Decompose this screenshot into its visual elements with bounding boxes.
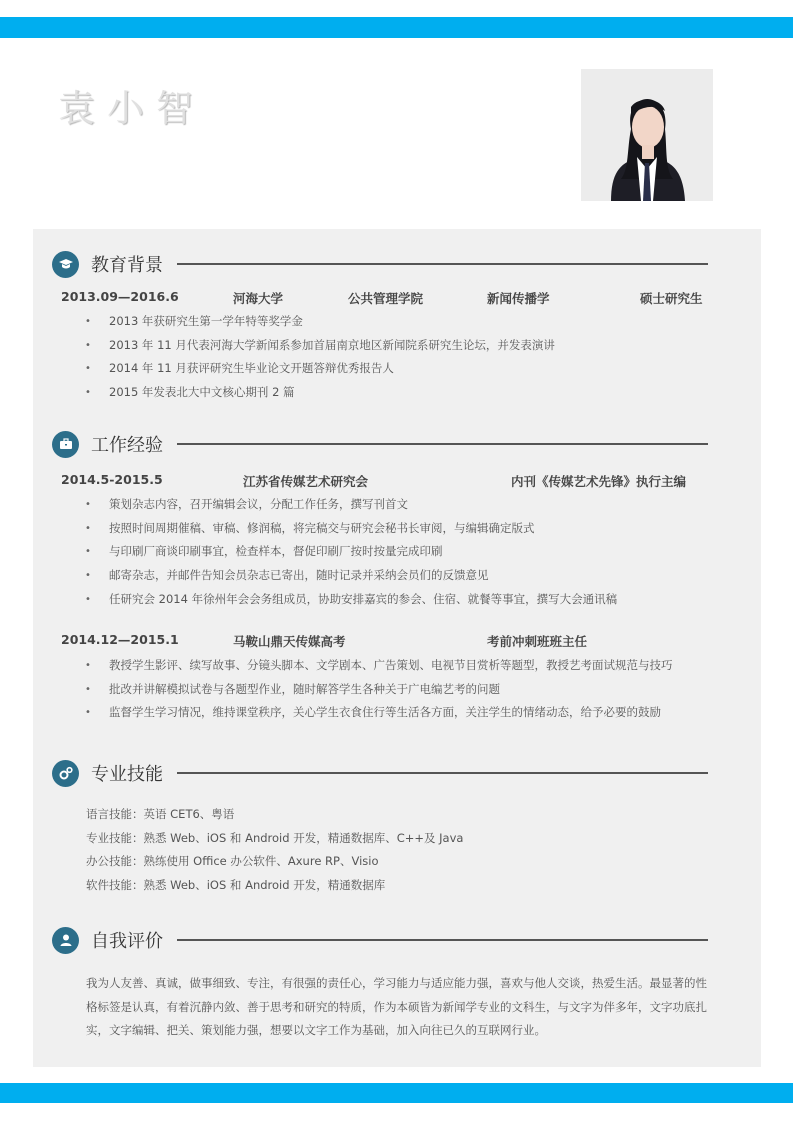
list-item: • 邮寄杂志，并邮件告知会员杂志已寄出，随时记录并采纳会员们的反馈意见 (33, 564, 761, 588)
education-major: 新闻传播学 (487, 291, 550, 306)
briefcase-icon (52, 431, 79, 458)
graduation-icon (52, 251, 79, 278)
list-item: • 2014 年 11 月获评研究生毕业论文开题答辩优秀报告人 (33, 357, 761, 381)
section-header-education (52, 249, 708, 279)
work-period: 2014.5-2015.5 (61, 472, 163, 487)
self-evaluation-text: 我为人友善、真诚，做事细致、专注，有很强的责任心，学习能力与适应能力强，喜欢与他人交谈，热爱生活。最显著的性格标签是认真，有着沉静内敛、善于思考和研究的特质，作为本硕皆为新闻学专业的文科生，与文字为伴多年，文字功底扎实，文字编辑、把关、策划能力强，想要以文字工作为基础，加入向往已久的互联网行业。 (86, 976, 707, 1037)
list-item: • 教授学生影评、续写故事、分镜头脚本、文学剧本、广告策划、电视节目赏析等题型，教授艺考面试规范与技巧 (33, 654, 761, 678)
section-title: 专业技能 (91, 764, 163, 785)
work-list (33, 493, 761, 611)
education-list (33, 310, 761, 405)
gears-icon (52, 760, 79, 787)
work-row (61, 632, 711, 650)
education-college: 公共管理学院 (348, 291, 424, 306)
list-item: • 批改并讲解模拟试卷与各题型作业，随时解答学生各种关于广电编艺考的问题 (33, 678, 761, 702)
section-title: 工作经验 (91, 435, 163, 456)
section-title: 自我评价 (91, 931, 163, 952)
top-accent-bar (0, 17, 793, 38)
list-item: • 监督学生学习情况，维持课堂秩序，关心学生衣食住行等生活各方面，关注学生的情绪动态，给予必要的鼓励 (33, 701, 761, 725)
profile-photo (581, 69, 713, 201)
portrait-image (581, 69, 713, 201)
work-organization: 江苏省传媒艺术研究会 (243, 474, 369, 489)
education-row (61, 289, 711, 307)
list-item: • 策划杂志内容，召开编辑会议，分配工作任务，撰写刊首文 (33, 493, 761, 517)
education-degree: 硕士研究生 (640, 291, 703, 306)
work-role: 考前冲刺班班主任 (487, 634, 588, 649)
list-item: • 与印刷厂商谈印刷事宜，检查样本，督促印刷厂按时按量完成印刷 (33, 540, 761, 564)
list-item: • 2013 年获研究生第一学年特等奖学金 (33, 310, 761, 334)
section-divider (177, 263, 708, 265)
list-item: • 任研究会 2014 年徐州年会会务组成员，协助安排嘉宾的参会、住宿、就餐等事宜，撰写大会通讯稿 (33, 588, 761, 612)
section-divider (177, 772, 708, 774)
work-role: 内刊《传媒艺术先锋》执行主编 (511, 474, 687, 489)
work-period: 2014.12—2015.1 (61, 632, 179, 647)
section-header-skills (52, 758, 708, 788)
candidate-name: 袁小智 (58, 87, 205, 130)
skill-item: 语言技能：英语 CET6、粤语 (86, 807, 235, 821)
resume-panel (33, 229, 761, 1067)
section-divider (177, 939, 708, 941)
skill-item: 办公技能：熟练使用 Office 办公软件、Axure RP、Visio (86, 854, 379, 868)
list-item: • 2013 年 11 月代表河海大学新闻系参加首届南京地区新闻院系研究生论坛，并发表演讲 (33, 334, 761, 358)
person-icon (52, 927, 79, 954)
section-header-work (52, 429, 708, 459)
section-divider (177, 443, 708, 445)
skill-item: 软件技能：熟悉 Web、iOS 和 Android 开发，精通数据库 (86, 878, 386, 892)
work-list (33, 654, 761, 725)
list-item: • 按照时间周期催稿、审稿、修润稿，将完稿交与研究会秘书长审阅，与编辑确定版式 (33, 517, 761, 541)
skill-item: 专业技能：熟悉 Web、iOS 和 Android 开发，精通数据库、C++及 Java (86, 831, 464, 845)
education-school: 河海大学 (233, 291, 284, 306)
work-organization: 马鞍山鼎天传媒高考 (233, 634, 346, 649)
list-item: • 2015 年发表北大中文核心期刊 2 篇 (33, 381, 761, 405)
work-row (61, 472, 711, 490)
education-period: 2013.09—2016.6 (61, 289, 179, 304)
section-header-self (52, 925, 708, 955)
section-title: 教育背景 (91, 255, 163, 276)
bottom-accent-bar (0, 1083, 793, 1103)
